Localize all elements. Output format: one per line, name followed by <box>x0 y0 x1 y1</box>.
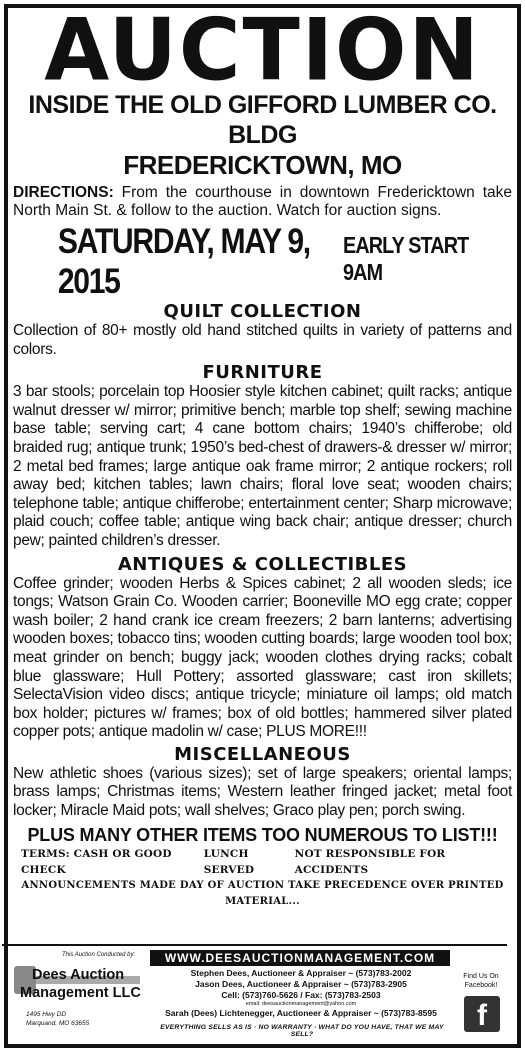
terms-row <box>13 846 512 878</box>
section-text-misc: New athletic shoes (various sizes); set of large speakers; oriental lamps; brass lamps; Christmas items; Western leather fringed jacket; metal foot locker; Miracle Maid pots; wall shelves; Graco play pen; porch swing. <box>13 764 512 820</box>
contacts <box>152 968 450 1019</box>
section-heading-quilts: QUILT COLLECTION <box>163 301 362 322</box>
not-responsible-text: NOT RESPONSIBLE FOR ACCIDENTS <box>294 847 446 876</box>
start-time: EARLY START 9AM <box>343 232 469 285</box>
facebook-icon[interactable]: f <box>464 996 500 1032</box>
section-text-antiques: Coffee grinder; wooden Herbs & Spices cabinet; 2 all wooden sleds; ice tongs; Watson Grain Co. Wooden carrier; Booneville MO egg crate; copper wash boiler; 2 hand crank ice cream freezers; 2 barn lanterns; advertising wooden boxes; tobacco tins; wooden cutting boards; large wooden tool box; meat grinder on bench; buggy jack; wooden clothes drying racks; cobalt blue glassware; Hull Pottery; assorted glassware; cast iron skillets; SelectaVision video discs; antique tricycle; miniature oil lamps; old match box holder; pictures w/ frames; box of old bottles; hammered silver plated copper pots; antique madolin w/ case; PLUS MORE!!! <box>13 574 512 741</box>
company-name-line-1: Dees Auction <box>32 967 125 983</box>
slogan: EVERYTHING SELLS AS IS · NO WARRANTY · WHAT DO YOU HAVE, THAT WE MAY SELL? <box>160 1024 444 1038</box>
directions-label: DIRECTIONS: <box>13 184 114 201</box>
website-url[interactable]: WWW.DEESAUCTIONMANAGEMENT.COM <box>150 950 450 966</box>
company-address <box>26 1010 89 1028</box>
directions <box>13 184 512 220</box>
date-row <box>13 222 512 302</box>
location-line-1: INSIDE THE OLD GIFFORD LUMBER CO. BLDG <box>28 91 497 149</box>
contact-stephen: Stephen Dees, Auctioneer & Appraiser ~ (573)783-2002 <box>190 968 412 978</box>
company-name-line-2: Management LLC <box>20 985 141 1001</box>
directions-text: From the courthouse in downtown Fredericktown take North Main St. & follow to the auction. Watch for auction signs. <box>13 184 512 219</box>
location-line-2: FREDERICKTOWN, MO <box>123 150 402 180</box>
terms-text: TERMS: CASH OR GOOD CHECK <box>21 847 172 876</box>
auction-title: AUCTION <box>44 0 481 100</box>
address-line-2: Marquand, MO 63655 <box>26 1020 90 1027</box>
contact-cell-fax: Cell: (573)760-5626 / Fax: (573)783-2503 <box>221 990 381 1000</box>
poster-content <box>13 0 512 910</box>
announcements-notice: ANNOUNCEMENTS MADE DAY OF AUCTION TAKE PRECEDENCE OVER PRINTED MATERIAL... <box>21 879 504 907</box>
company-name <box>20 966 141 1002</box>
facebook-text-line-2: Facebook! <box>464 982 498 989</box>
address-line-1: 1495 Hwy DD <box>26 1011 67 1018</box>
company-logo <box>6 952 146 1032</box>
conducted-by: This Auction Conducted by: <box>62 952 136 958</box>
facebook-text-line-1: Find Us On <box>463 973 499 980</box>
auction-date: SATURDAY, MAY 9, 2015 <box>57 222 310 301</box>
facebook-text <box>457 972 505 990</box>
lunch-text: LUNCH SERVED <box>203 847 255 876</box>
section-heading-antiques: ANTIQUES & COLLECTIBLES <box>117 553 408 575</box>
footer <box>2 944 507 1036</box>
contact-sarah: Sarah (Dees) Lichtenegger, Auctioneer & Appraiser ~ (573)783-8595 <box>165 1008 437 1018</box>
plus-many-items: PLUS MANY OTHER ITEMS TOO NUMEROUS TO LIST!!! <box>27 824 498 845</box>
section-text-furniture: 3 bar stools; porcelain top Hoosier style kitchen cabinet; quilt racks; antique walnut dresser w/ mirror; primitive bench; marble top shelf; sewing machine base table; serving cart; 4 cane bottom chairs; 1940’s chifferobe; old braided rug; antique trunk; 1950’s bed-chest of drawers-& dresser w/ mirror; 2 metal bed frames; large antique oak frame mirror; 2 antique rockers; roll away bed; kitchen tables; lawn chairs; floral love seat; wooden chairs; telephone table; antique chifferobe; entertainment center; Sharp microwave; plaid couch; coffee table; antique wing back chair; antique dresser; church pew; painted children’s dresser. <box>13 383 512 549</box>
section-text-quilts: Collection of 80+ mostly old hand stitched quilts in variety of patterns and colors. <box>13 322 512 358</box>
contact-email[interactable]: email: deesauctionmanagement@yahoo.com <box>245 1001 357 1007</box>
section-heading-furniture: FURNITURE <box>202 362 323 384</box>
section-heading-misc: MISCELLANEOUS <box>174 743 351 765</box>
contact-jason: Jason Dees, Auctioneer & Appraiser ~ (573)783-2905 <box>195 979 407 989</box>
